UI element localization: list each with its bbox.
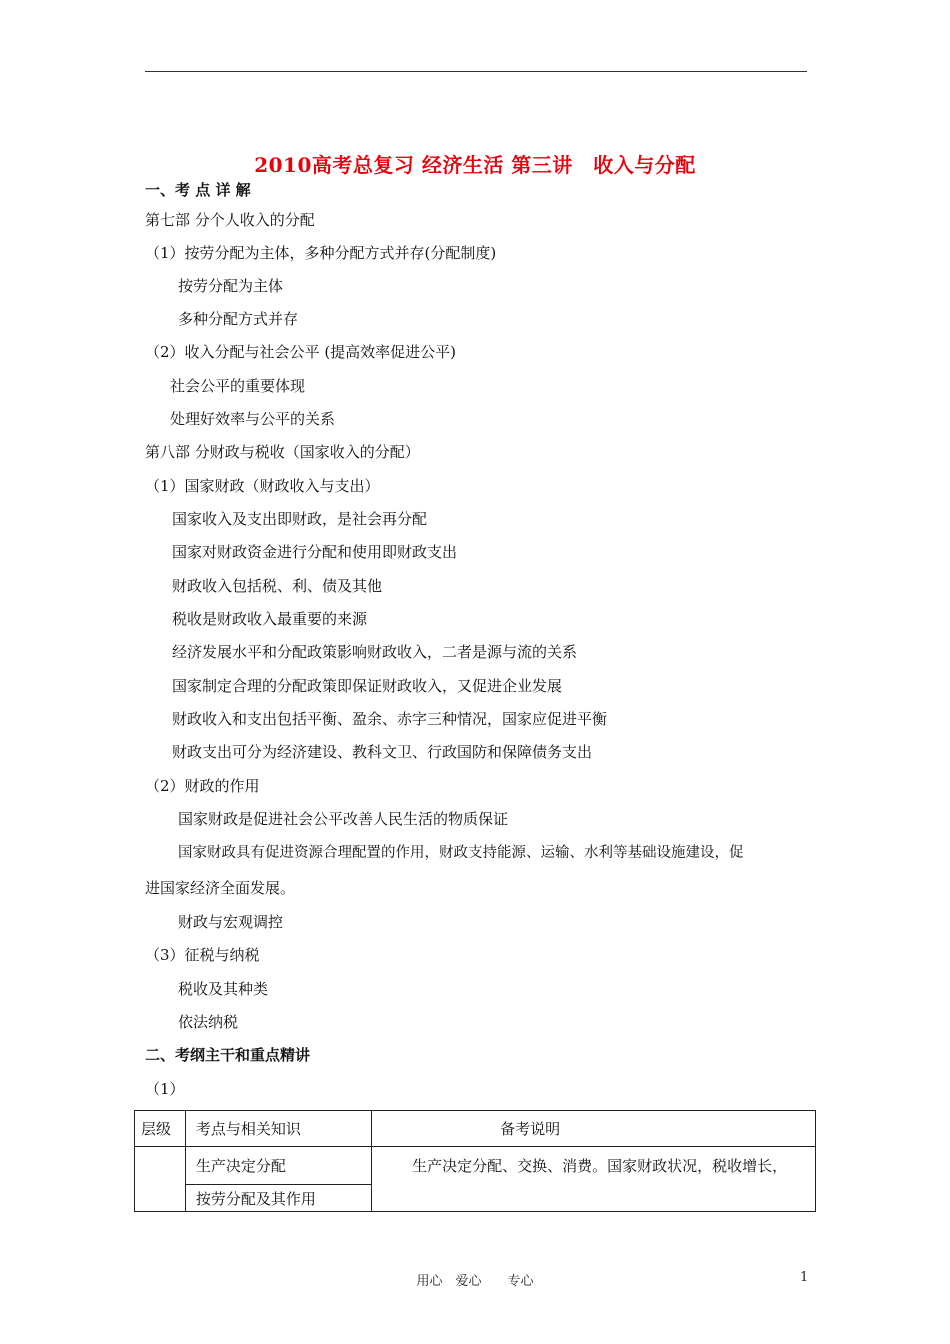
footer-motto: 用心 爱心 专心 bbox=[416, 1274, 534, 1289]
section-heading-1: 一、考 点 详 解 bbox=[145, 181, 251, 199]
text-line: 经济发展水平和分配政策影响财政收入，二者是源与流的关系 bbox=[172, 643, 578, 661]
text-line: （1）国家财政（财政收入与支出） bbox=[145, 477, 380, 495]
table-header-row bbox=[135, 1111, 816, 1147]
text-line: 处理好效率与公平的关系 bbox=[170, 410, 336, 428]
text-line: 财政收入和支出包括平衡、盈余、赤字三种情况，国家应促进平衡 bbox=[172, 710, 608, 728]
text-line: 国家收入及支出即财政，是社会再分配 bbox=[172, 510, 428, 528]
text-line: 国家制定合理的分配政策即保证财政收入，又促进企业发展 bbox=[172, 677, 563, 695]
text-line: 按劳分配为主体 bbox=[178, 277, 284, 295]
text-line: 进国家经济全面发展。 bbox=[145, 879, 296, 897]
text-line: 多种分配方式并存 bbox=[178, 310, 299, 328]
text-line: 财政收入包括税、利、债及其他 bbox=[172, 577, 383, 595]
text-line: 国家财政是促进社会公平改善人民生活的物质保证 bbox=[178, 810, 509, 828]
document-title: 2010高考总复习 经济生活 第三讲 收入与分配 bbox=[254, 153, 696, 177]
text-line: 税收及其种类 bbox=[178, 980, 269, 998]
table-cell: 按劳分配及其作用 bbox=[185, 1185, 371, 1212]
text-line: 国家对财政资金进行分配和使用即财政支出 bbox=[172, 543, 458, 561]
text-line: 税收是财政收入最重要的来源 bbox=[172, 610, 368, 628]
text-line: （2）收入分配与社会公平 (提高效率促进公平) bbox=[145, 343, 457, 361]
section-heading-2: 二、考纲主干和重点精讲 bbox=[145, 1046, 311, 1064]
text-line: （1）按劳分配为主体，多种分配方式并存(分配制度) bbox=[145, 244, 497, 262]
header-rule bbox=[145, 71, 807, 72]
text-line: 社会公平的重要体现 bbox=[170, 377, 306, 395]
text-line: 第八部 分财政与税收（国家收入的分配） bbox=[145, 443, 420, 461]
table-row bbox=[135, 1147, 816, 1185]
exam-points-table bbox=[134, 1110, 816, 1212]
table-cell: 生产决定分配 bbox=[185, 1147, 371, 1185]
text-line: 依法纳税 bbox=[178, 1013, 239, 1031]
header-cell-level: 层级 bbox=[135, 1111, 186, 1147]
text-line: （2）财政的作用 bbox=[145, 777, 260, 795]
text-line: 财政支出可分为经济建设、教科文卫、行政国防和保障债务支出 bbox=[172, 743, 593, 761]
header-cell-topic: 考点与相关知识 bbox=[185, 1111, 371, 1147]
text-line: 财政与宏观调控 bbox=[178, 913, 284, 931]
text-line: （3）征税与纳税 bbox=[145, 946, 260, 964]
table-label: （1） bbox=[145, 1080, 185, 1098]
page-number: 1 bbox=[800, 1270, 809, 1285]
text-line: 第七部 分个人收入的分配 bbox=[145, 211, 315, 229]
table-cell bbox=[135, 1147, 186, 1212]
header-cell-notes: 备考说明 bbox=[372, 1111, 816, 1147]
table-cell: 生产决定分配、交换、消费。国家财政状况，税收增长， bbox=[372, 1147, 816, 1212]
text-line: 国家财政具有促进资源合理配置的作用，财政支持能源、运输、水利等基础设施建设，促 bbox=[178, 845, 744, 861]
